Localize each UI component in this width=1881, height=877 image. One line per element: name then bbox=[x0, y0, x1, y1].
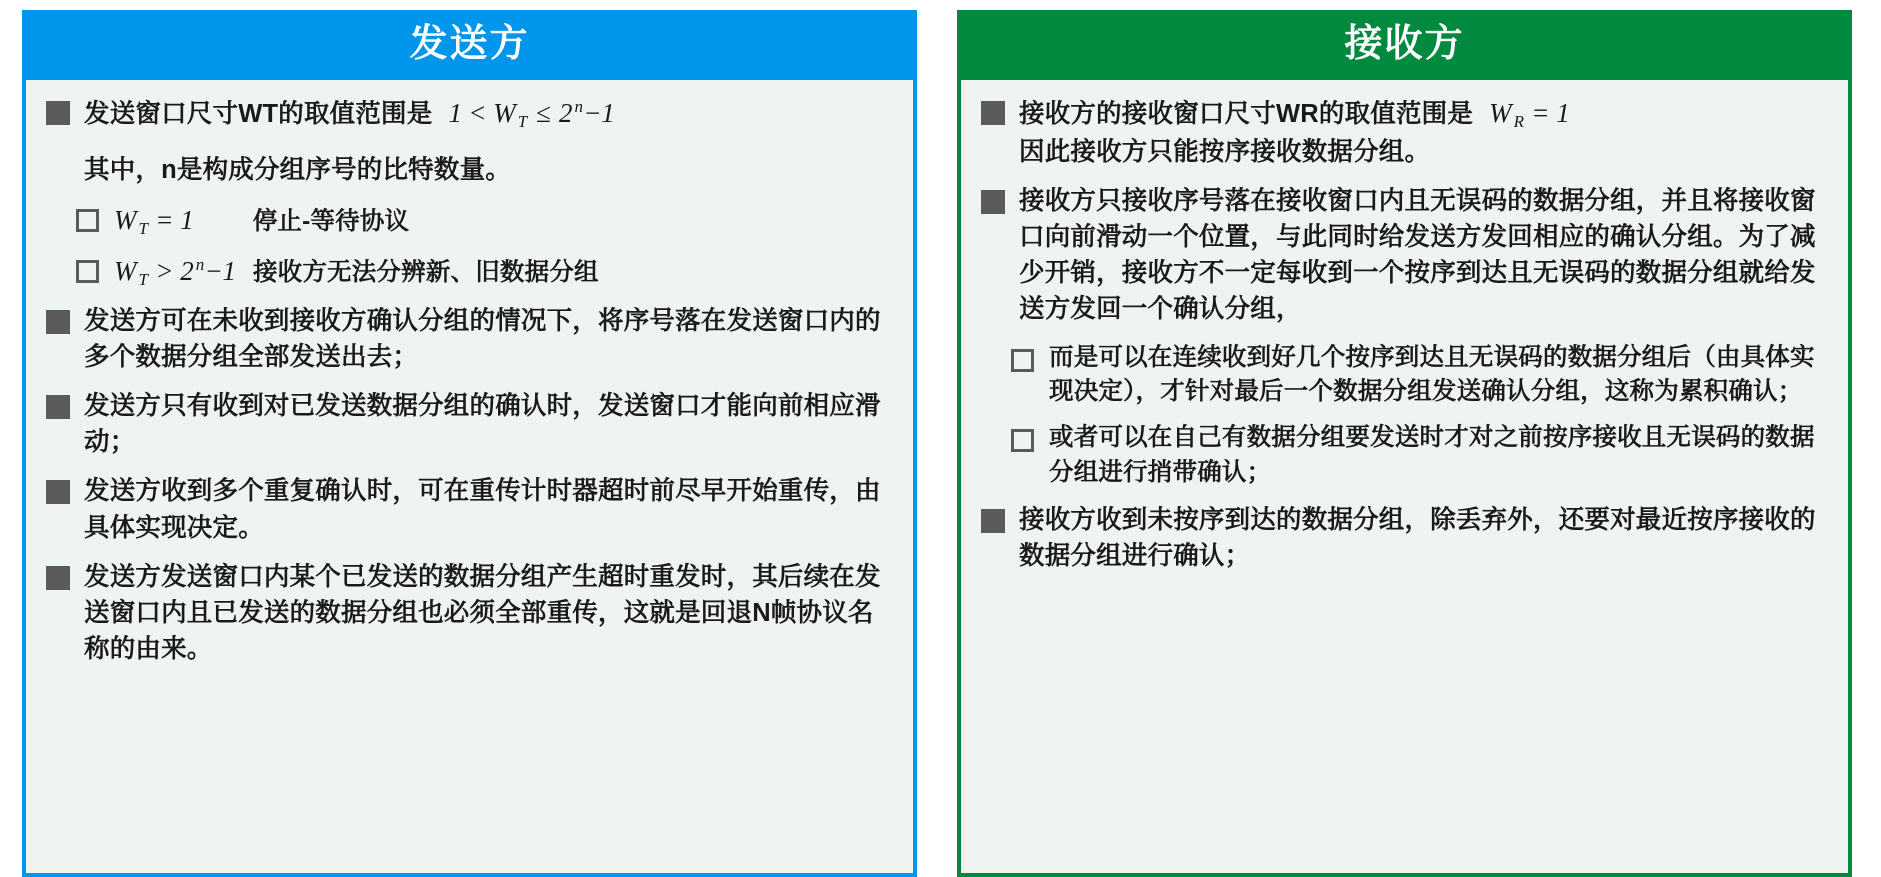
panel-receiver-body bbox=[961, 80, 1848, 873]
list-item-text: 或者可以在自己有数据分组要发送时才对之前按序接收且无误码的数据分组进行捎带确认； bbox=[1049, 424, 1815, 487]
list-item-text: 发送方只有收到对已发送数据分组的确认时，发送窗口才能向前相应滑动； bbox=[84, 392, 881, 457]
hollow-square-bullet-icon bbox=[76, 260, 99, 283]
list-item-text: 发送方发送窗口内某个已发送的数据分组产生超时重发时，其后续在发送窗口内且已发送的数据分组也必须全部重传，这就是回退N帧协议名称的由来。 bbox=[84, 562, 881, 664]
filled-square-bullet-icon bbox=[46, 395, 70, 419]
list-item bbox=[42, 388, 897, 460]
filled-square-bullet-icon bbox=[981, 509, 1005, 533]
panel-sender bbox=[22, 10, 917, 877]
list-item bbox=[42, 559, 897, 668]
filled-square-bullet-icon bbox=[46, 480, 70, 504]
list-item bbox=[977, 94, 1832, 170]
list-item-text: 而是可以在连续收到好几个按序到达且无误码的数据分组后（由具体实现决定），才针对最后一个数据分组发送确认分组，这称为累积确认； bbox=[1049, 343, 1815, 406]
list-item-text: 发送方可在未收到接收方确认分组的情况下，将序号落在发送窗口内的多个数据分组全部发送出去； bbox=[84, 306, 881, 371]
list-item bbox=[1007, 341, 1832, 411]
list-item bbox=[72, 201, 897, 241]
hollow-square-bullet-icon bbox=[1011, 349, 1034, 372]
hollow-square-bullet-icon bbox=[76, 209, 99, 232]
list-item bbox=[1007, 421, 1832, 491]
filled-square-bullet-icon bbox=[46, 101, 70, 125]
panel-receiver bbox=[957, 10, 1852, 877]
list-item-subtext: 因此接收方只能按序接收数据分组。 bbox=[1019, 137, 1431, 166]
panel-receiver-title: 接收方 bbox=[961, 14, 1848, 80]
filled-square-bullet-icon bbox=[981, 190, 1005, 214]
list-item-text: 接收方无法分辨新、旧数据分组 bbox=[252, 258, 599, 286]
panel-sender-title: 发送方 bbox=[26, 14, 913, 80]
list-item bbox=[977, 183, 1832, 328]
hollow-square-bullet-icon bbox=[1011, 429, 1034, 452]
math-wr-equals-one: $W_R = 1$ bbox=[1489, 97, 1571, 131]
filled-square-bullet-icon bbox=[981, 101, 1005, 125]
math-wt-greater: $W_T > 2^n-1$ bbox=[114, 255, 237, 289]
filled-square-bullet-icon bbox=[46, 310, 70, 334]
list-item-text: 停止-等待协议 bbox=[252, 207, 410, 235]
panel-sender-body bbox=[26, 80, 913, 873]
math-window-range: $1 < W_T \le 2^n-1$ bbox=[448, 97, 616, 131]
list-item bbox=[42, 94, 897, 188]
list-item bbox=[977, 502, 1832, 574]
list-item bbox=[42, 303, 897, 375]
list-item-text: 接收方收到未按序到达的数据分组，除丢弃外，还要对最近按序接收的数据分组进行确认； bbox=[1019, 505, 1816, 571]
filled-square-bullet-icon bbox=[46, 566, 70, 590]
list-item-text: 接收方的接收窗口尺寸WR的取值范围是 bbox=[1019, 99, 1474, 128]
list-item-text: 发送方收到多个重复确认时，可在重传计时器超时前尽早开始重传，由具体实现决定。 bbox=[84, 477, 881, 542]
list-item-text: 发送窗口尺寸WT的取值范围是 bbox=[84, 99, 433, 128]
list-item-subtext: 其中，n是构成分组序号的比特数量。 bbox=[84, 155, 511, 184]
list-item bbox=[72, 252, 897, 292]
list-item-text: 接收方只接收序号落在接收窗口内且无误码的数据分组，并且将接收窗口向前滑动一个位置，与此同时给发送方发回相应的确认分组。为了减少开销，接收方不一定每收到一个按序到达且无误码的数据分组就给发送方发回一个确认分组， bbox=[1019, 186, 1816, 324]
list-item bbox=[42, 473, 897, 545]
math-wt-equals-one: $W_T = 1$ bbox=[114, 204, 195, 238]
